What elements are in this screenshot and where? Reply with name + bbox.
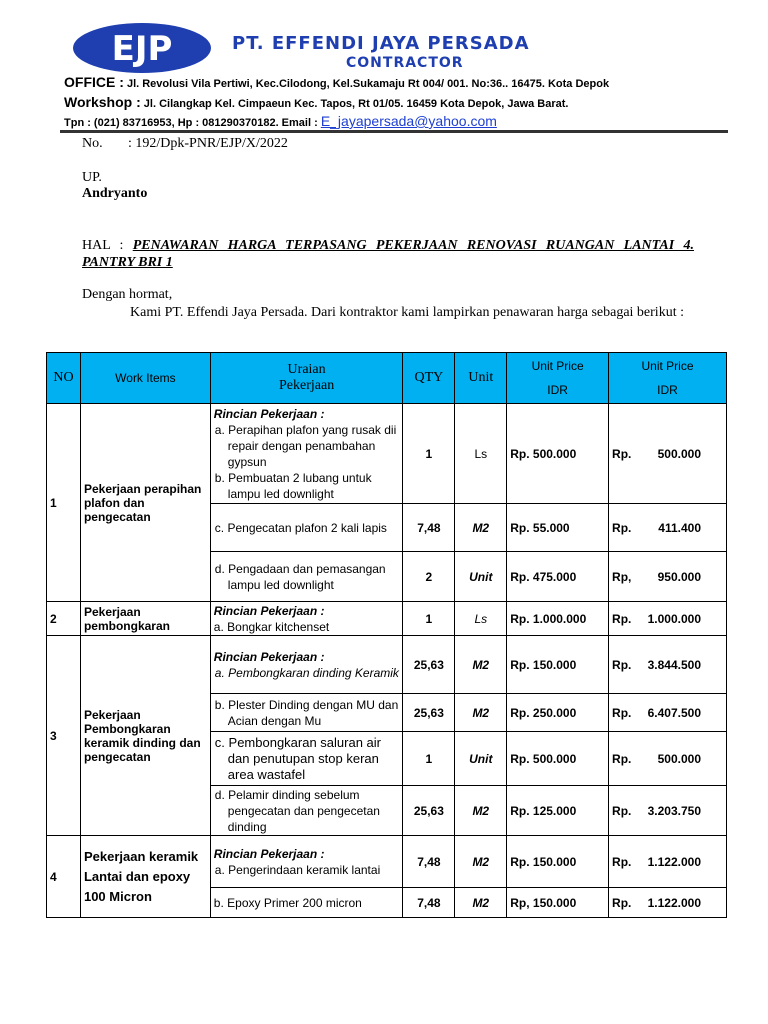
qty-cell: 25,63 bbox=[403, 786, 455, 836]
logo-text: EJP bbox=[111, 29, 173, 69]
desc-item: a. Perapihan plafon yang rusak dii repair dengan penambahan gypsun bbox=[214, 422, 397, 469]
unit-cell: M2 bbox=[455, 888, 507, 918]
desc-item: d. Pelamir dinding sebelum pengecatan dan pengecetan dinding bbox=[214, 787, 380, 834]
up-label: UP. bbox=[82, 170, 102, 185]
contact-line bbox=[64, 113, 497, 129]
qty-cell: 7,48 bbox=[403, 888, 455, 918]
unit-cell: Unit bbox=[455, 552, 507, 602]
desc-item: a. Pengerindaan keramik lantai bbox=[214, 862, 381, 877]
group-title: Pekerjaan keramik Lantai dan epoxy 100 Micron bbox=[80, 836, 210, 918]
desc-item: c. Pembongkaran saluran air dan penutupan stop keran area wastafel bbox=[214, 734, 381, 782]
unit-price-cell: Rp. 1.000.000 bbox=[507, 602, 609, 636]
subject bbox=[82, 237, 694, 271]
total-price-cell bbox=[609, 836, 727, 888]
total-price-cell bbox=[609, 732, 727, 786]
currency: Rp. bbox=[612, 446, 632, 461]
currency: Rp. bbox=[612, 520, 632, 535]
row-description bbox=[210, 786, 403, 836]
total-price-cell bbox=[609, 404, 727, 504]
unit-price-cell: Rp. 150.000 bbox=[507, 836, 609, 888]
office-address: Jl. Revolusi Vila Pertiwi, Kec.Cilodong, Kel.Sukamaju Rt 004/ 001. No:36.. 16475. Kota Depok bbox=[123, 78, 610, 90]
contact-text: Tpn : (021) 83716953, Hp : 081290370182. Email : bbox=[64, 117, 321, 129]
col-unit-price-line2: IDR bbox=[547, 383, 568, 397]
email-link[interactable]: E_jayapersada@yahoo.com bbox=[320, 113, 497, 129]
amount: 500.000 bbox=[657, 446, 701, 461]
qty-cell: 1 bbox=[403, 602, 455, 636]
intro-paragraph: Kami PT. Effendi Jaya Persada. Dari kontraktor kami lampirkan penawaran harga sebagai berikut : bbox=[130, 305, 684, 320]
unit-price-cell: Rp. 500.000 bbox=[507, 732, 609, 786]
company-subtitle: CONTRACTOR bbox=[346, 55, 464, 71]
unit-cell: M2 bbox=[455, 636, 507, 694]
group-title: Pekerjaan pembongkaran bbox=[80, 602, 210, 636]
col-total-price-line2: IDR bbox=[657, 383, 678, 397]
col-uraian-line2: Pekerjaan bbox=[279, 378, 335, 393]
amount: 500.000 bbox=[657, 751, 701, 766]
unit-cell: Ls bbox=[455, 404, 507, 504]
col-work-items: Work Items bbox=[80, 353, 210, 404]
col-qty: QTY bbox=[403, 353, 455, 404]
desc-item: d. Pengadaan dan pemasangan lampu led downlight bbox=[214, 561, 386, 592]
col-unit: Unit bbox=[455, 353, 507, 404]
table-row bbox=[47, 636, 727, 694]
row-description bbox=[210, 636, 403, 694]
unit-price-cell: Rp. 125.000 bbox=[507, 786, 609, 836]
unit-cell: M2 bbox=[455, 694, 507, 732]
qty-cell: 25,63 bbox=[403, 694, 455, 732]
office-line bbox=[64, 74, 609, 90]
unit-price-cell: Rp, 150.000 bbox=[507, 888, 609, 918]
workshop-line bbox=[64, 94, 568, 110]
letter-number bbox=[82, 136, 288, 152]
amount: 1.000.000 bbox=[647, 611, 701, 626]
unit-cell: Ls bbox=[455, 602, 507, 636]
currency: Rp. bbox=[612, 854, 632, 869]
desc-item: a. Bongkar kitchenset bbox=[213, 619, 330, 634]
amount: 1.122.000 bbox=[647, 895, 701, 910]
total-price-cell bbox=[609, 504, 727, 552]
no-value: : 192/Dpk-PNR/EJP/X/2022 bbox=[128, 136, 288, 151]
unit-cell: M2 bbox=[455, 836, 507, 888]
col-uraian-line1: Uraian bbox=[287, 362, 326, 377]
hal-label: HAL : bbox=[82, 238, 133, 253]
currency: Rp. bbox=[612, 803, 632, 818]
workshop-label: Workshop : bbox=[64, 94, 141, 110]
table-header-row bbox=[47, 353, 727, 404]
qty-cell: 7,48 bbox=[403, 836, 455, 888]
currency: Rp. bbox=[612, 611, 632, 626]
row-description bbox=[210, 732, 403, 786]
total-price-cell bbox=[609, 636, 727, 694]
amount: 411.400 bbox=[658, 520, 701, 535]
currency: Rp, bbox=[612, 569, 632, 584]
amount: 6.407.500 bbox=[647, 705, 701, 720]
col-unit-price bbox=[507, 353, 609, 404]
workshop-address: Jl. Cilangkap Kel. Cimpaeun Kec. Tapos, Rt 01/05. 16459 Kota Depok, Jawa Barat. bbox=[140, 98, 569, 110]
amount: 3.844.500 bbox=[647, 657, 701, 672]
unit-price-cell: Rp. 55.000 bbox=[507, 504, 609, 552]
unit-cell: M2 bbox=[455, 504, 507, 552]
desc-item: b. Epoxy Primer 200 micron bbox=[213, 895, 362, 910]
group-title: Pekerjaan perapihan plafon dan pengecatan bbox=[80, 404, 210, 602]
col-no: NO bbox=[47, 353, 81, 404]
total-price-cell bbox=[609, 694, 727, 732]
qty-cell: 25,63 bbox=[403, 636, 455, 694]
subject-text: PENAWARAN HARGA TERPASANG PEKERJAAN RENOVASI RUANGAN LANTAI 4. PANTRY BRI 1 bbox=[82, 238, 694, 270]
row-number: 4 bbox=[47, 836, 81, 918]
table-row bbox=[47, 404, 727, 504]
office-label: OFFICE : bbox=[64, 74, 124, 90]
total-price-cell bbox=[609, 552, 727, 602]
company-logo bbox=[72, 22, 212, 74]
total-price-cell bbox=[609, 888, 727, 918]
row-description bbox=[210, 694, 403, 732]
amount: 1.122.000 bbox=[647, 854, 701, 869]
col-unit-price-line1: Unit Price bbox=[531, 359, 584, 373]
rincian-label: Rincian Pekerjaan : bbox=[213, 846, 325, 861]
row-description bbox=[210, 404, 403, 504]
desc-item: b. Plester Dinding dengan MU dan Acian dengan Mu bbox=[214, 697, 399, 728]
unit-price-cell: Rp. 250.000 bbox=[507, 694, 609, 732]
unit-price-cell: Rp. 475.000 bbox=[507, 552, 609, 602]
desc-item: c. Pengecatan plafon 2 kali lapis bbox=[214, 520, 387, 535]
row-description bbox=[210, 836, 403, 888]
row-description bbox=[210, 888, 403, 918]
amount: 950.000 bbox=[657, 569, 701, 584]
currency: Rp. bbox=[612, 751, 632, 766]
unit-cell: M2 bbox=[455, 786, 507, 836]
amount: 3.203.750 bbox=[647, 803, 701, 818]
qty-cell: 1 bbox=[403, 732, 455, 786]
col-total-price bbox=[609, 353, 727, 404]
recipient-name: Andryanto bbox=[82, 186, 148, 201]
company-name: PT. EFFENDI JAYA PERSADA bbox=[232, 33, 530, 54]
unit-cell: Unit bbox=[455, 732, 507, 786]
price-table bbox=[46, 352, 727, 918]
table-row bbox=[47, 836, 727, 888]
currency: Rp. bbox=[612, 657, 632, 672]
row-number: 2 bbox=[47, 602, 81, 636]
total-price-cell bbox=[609, 602, 727, 636]
greeting: Dengan hormat, bbox=[82, 287, 173, 302]
currency: Rp. bbox=[612, 705, 632, 720]
qty-cell: 2 bbox=[403, 552, 455, 602]
row-description bbox=[210, 602, 403, 636]
header-divider bbox=[60, 130, 728, 133]
desc-item: a. Pembongkaran dinding Keramik bbox=[214, 665, 399, 680]
rincian-label: Rincian Pekerjaan : bbox=[213, 649, 325, 664]
row-number: 1 bbox=[47, 404, 81, 602]
rincian-label: Rincian Pekerjaan : bbox=[213, 603, 325, 618]
col-uraian bbox=[210, 353, 403, 404]
no-label: No. bbox=[82, 136, 103, 151]
group-title: Pekerjaan Pembongkaran keramik dinding dan pengecatan bbox=[80, 636, 210, 836]
unit-price-cell: Rp. 150.000 bbox=[507, 636, 609, 694]
table-row bbox=[47, 602, 727, 636]
row-number: 3 bbox=[47, 636, 81, 836]
rincian-label: Rincian Pekerjaan : bbox=[213, 406, 325, 421]
qty-cell: 1 bbox=[403, 404, 455, 504]
row-description bbox=[210, 504, 403, 552]
qty-cell: 7,48 bbox=[403, 504, 455, 552]
desc-item: b. Pembuatan 2 lubang untuk lampu led downlight bbox=[214, 470, 372, 501]
currency: Rp. bbox=[612, 895, 632, 910]
unit-price-cell: Rp. 500.000 bbox=[507, 404, 609, 504]
total-price-cell bbox=[609, 786, 727, 836]
col-total-price-line1: Unit Price bbox=[641, 359, 694, 373]
row-description bbox=[210, 552, 403, 602]
